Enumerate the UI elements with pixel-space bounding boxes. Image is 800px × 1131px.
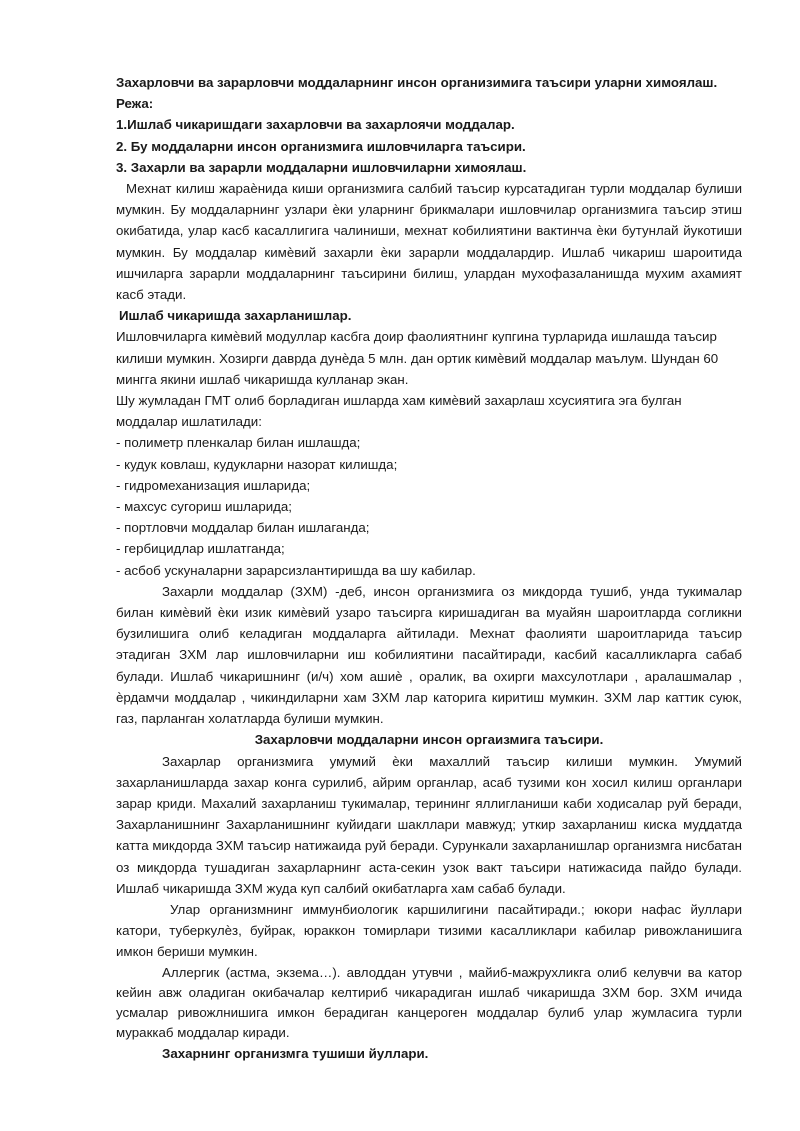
list-item: - полиметр пленкалар билан ишлашда; <box>116 435 361 451</box>
section1-paragraph-1: Ишловчиларга кимѐвий модуллар касбга доир фаолиятнинг купгина турларида ишлашда таъсир килиши мумкин. Хозирги даврда дунѐда 5 млн. дан ортик кимѐвий моддалар маълум. Шундан 60 мингга якини ишлаб чикаришда кулланар экан. <box>116 329 719 387</box>
section1-paragraph-3: Захарли моддалар (ЗХМ) -деб, инсон организмига оз микдорда тушиб, унда тукималар билан кимѐвий ѐки изик кимѐвий узаро таъсирга киришадиган ва муайян шароитларда согликни бузилишига олиб келадиган моддаларга айтилади. Мехнат фаолияти шароитларида таъсир этадиган ЗХМ лар ишловчиларни иш кобилиятини пасайтиради, касбий касалликларга сабаб булади. Ишлаб чикаришнинг (и/ч) хом ашиѐ , оралик, ва охирги махсулотлари , аралашмалар , ѐрдамчи моддалар , чикиндиларни хам ЗХМ лар каторига киритиш мумкин. ЗХМ лар каттик суюк, газ, парланган холатларда булиши мумкин. <box>116 583 742 727</box>
section1-heading: Ишлаб чикаришда захарланишлар. <box>119 308 352 324</box>
list-item: - кудук ковлаш, кудукларни назорат килишда; <box>116 456 398 472</box>
section3-heading: Захарнинг организмга тушиши йуллари. <box>162 1045 429 1061</box>
plan-label: Режа: <box>116 96 154 112</box>
list-item: - махсус сугориш ишларида; <box>116 499 293 515</box>
list-item: - асбоб ускуналарни зарарсизлантиришда ва шу кабилар. <box>116 562 476 578</box>
intro-paragraph: Мехнат килиш жараѐнида киши организмига салбий таъсир курсатадиган турли моддалар булиши мумкин. Бу моддаларнинг узлари ѐки уларнинг брикмалари ишловчилар организмига таъсир этиш окибатида, улар касб касаллигига чалиниши, мехнат кобилиятини вактинча ѐки бутунлай йукотиши мумкин. Бу моддалар кимѐвий захарли ѐки зарарли моддалардир. Ишлаб чикариш шароитида ишчиларга зарарли моддаларнинг таъсирини билиш, улардан мухофазаланишда мухим ахамият касб этади. <box>116 181 742 303</box>
section2-paragraph-3: Аллергик (астма, экзема…). авлоддан утувчи , майиб-мажрухликга олиб келувчи ва катор кейин авж оладиган окибачалар келтириб чикарадиган ишлаб чикаришда ЗХМ бор. ЗХМ ичида усмалар ривожлнишига имкон берадиган канцероген моддалар булиб улар жумласига турли мураккаб моддалар киради. <box>116 964 742 1040</box>
list-item: - портловчи моддалар билан ишлаганда; <box>116 520 370 536</box>
plan-item-3: 3. Захарли ва зарарли моддаларни ишловчиларни химоялаш. <box>116 159 527 175</box>
list-item: - гидромеханизация ишларида; <box>116 477 311 493</box>
document-title: Захарловчи ва зарарловчи моддаларнинг инсон организимига таъсири уларни химоялаш. <box>116 75 718 90</box>
plan-item-2: 2. Бу моддаларни инсон организмига ишловчиларга таъсири. <box>116 138 526 154</box>
section2-heading: Захарловчи моддаларни инсон оргаизмига таъсири. <box>254 732 604 748</box>
plan-item-1: 1.Ишлаб чикаришдаги захарловчи ва захарлоячи моддалар. <box>116 117 515 133</box>
hazard-work-list <box>116 432 742 580</box>
section2-paragraph-1: Захарлар организмига умумий ѐки махаллий таъсир килиши мумкин. Умумий захарланишларда захар конга сурилиб, айрим органлар, асаб тузими кон хосил килиш органлари зарар криди. Махалий захарланиш тукималар, терининг яллигланиши каби ходисалар руй беради, Захарланишнинг Захарланишнинг куйидаги шакллари мавжуд; уткир захарланиш киска муддатда катта микдорда ЗХМ таъсир натижаида руй беради. Сурункали захарланишлар организмга нисбатан оз микдорда тушадиган захарларнинг аста-секин узок вакт таъсири натижасида пайдо булади. Ишлаб чикаришда ЗХМ жуда куп салбий окибатларга хам сабаб булади. <box>116 753 742 896</box>
section1-paragraph-2: Шу жумладан ГМТ олиб борладиган ишларда хам кимѐвий захарлаш хсусиятига эга булган моддалар ишлатилади: <box>116 393 682 430</box>
section2-paragraph-2: Улар организмнинг иммунбиологик каршилигини пасайтиради.; юкори нафас йуллари катори, туберкулѐз, буйрак, юраккон томирлари тизими касалликлари кабилар ривожланишига имкон бериши мумкин. <box>116 901 742 960</box>
list-item: - гербицидлар ишлатганда; <box>116 541 285 557</box>
